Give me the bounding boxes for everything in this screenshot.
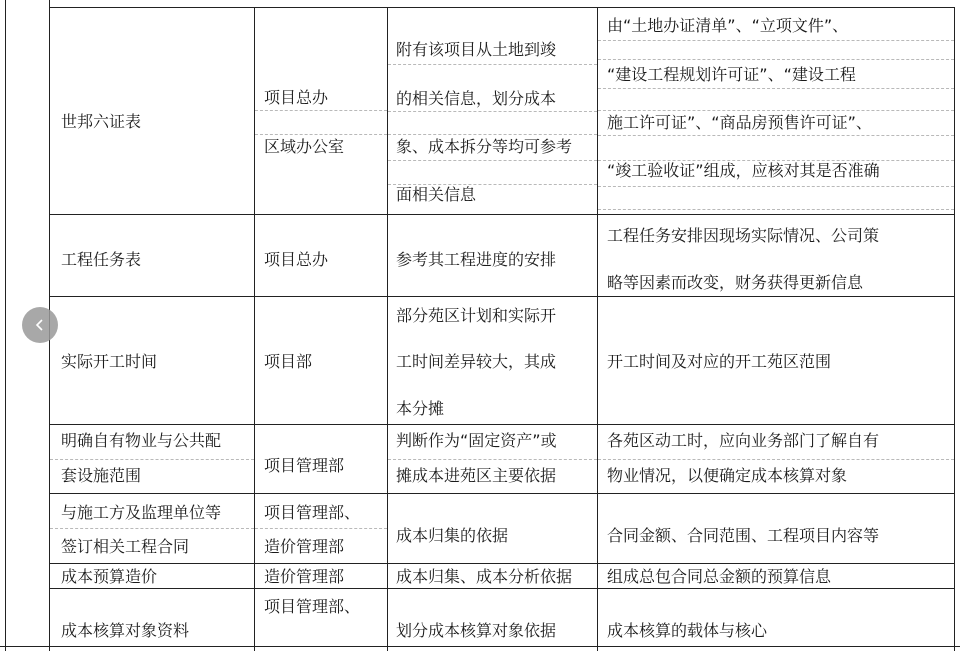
table-row-border [49, 563, 955, 564]
cell-note: 工程任务安排因现场实际情况、公司策 [607, 226, 880, 245]
cell-dept: 项目管理部 [264, 456, 345, 475]
text-guide-line [255, 110, 387, 111]
text-guide-line [50, 528, 254, 529]
table-column-divider [254, 7, 255, 651]
cell-usage: 判断作为“固定资产”或 [396, 431, 557, 450]
cell-usage: 的相关信息，划分成本 [396, 89, 557, 108]
cell-note: 组成总包合同总金额的预算信息 [607, 567, 832, 586]
cell-usage: 摊成本进苑区主要依据 [396, 466, 557, 485]
cell-usage: 象、成本拆分等均可参考 [396, 137, 573, 156]
text-guide-line [598, 209, 954, 210]
cell-dept: 项目管理部、 [264, 597, 361, 616]
table-row-border [49, 424, 955, 425]
cell-item: 成本核算对象资料 [61, 621, 190, 640]
text-guide-line [50, 459, 254, 460]
cell-usage: 成本归集的依据 [396, 526, 509, 545]
text-guide-line [388, 134, 597, 135]
cell-usage: 面相关信息 [396, 185, 477, 204]
table-left-border [5, 0, 6, 651]
cell-note: 成本核算的载体与核心 [607, 621, 768, 640]
table-column-divider [597, 7, 598, 651]
cell-usage: 附有该项目从土地到竣 [396, 40, 557, 59]
text-guide-line [598, 135, 954, 136]
cell-note: “竣工验收证”组成，应核对其是否准确 [607, 161, 880, 180]
text-guide-line [598, 40, 954, 41]
cell-item: 工程任务表 [61, 250, 142, 269]
cell-usage: 本分摊 [396, 399, 445, 418]
chevron-left-icon [33, 318, 47, 332]
cell-note: 各苑区动工时，应向业务部门了解自有 [607, 431, 880, 450]
cell-note: “建设工程规划许可证”、“建设工程 [607, 65, 856, 84]
cell-usage: 成本归集、成本分析依据 [396, 567, 573, 586]
table-row-border [49, 296, 955, 297]
cell-item: 明确自有物业与公共配 [61, 431, 222, 450]
table-column-divider [387, 7, 388, 651]
cell-item: 实际开工时间 [61, 352, 158, 371]
previous-page-button[interactable] [22, 307, 58, 343]
text-guide-line [598, 186, 954, 187]
cell-item: 成本预算造价 [61, 567, 158, 586]
cell-dept: 项目管理部、 [264, 503, 361, 522]
table-row-border [49, 493, 955, 494]
table-row-border [49, 588, 955, 589]
table-right-border [954, 7, 955, 651]
cell-note: 物业情况，以便确定成本核算对象 [607, 466, 848, 485]
table-bottom-border [0, 646, 960, 647]
table-row-border [49, 214, 955, 215]
cell-dept: 区域办公室 [264, 137, 345, 156]
cell-usage: 部分苑区计划和实际开 [396, 306, 557, 325]
text-guide-line [598, 88, 954, 89]
cell-note: 略等因素而改变，财务获得更新信息 [607, 273, 864, 292]
cell-dept: 项目总办 [264, 250, 329, 269]
cell-usage: 划分成本核算对象依据 [396, 621, 557, 640]
text-guide-line [255, 528, 387, 529]
text-guide-line [255, 134, 387, 135]
cell-note: 施工许可证”、“商品房预售许可证”、 [607, 113, 872, 132]
cell-note: 由“土地办证清单”、“立项文件”、 [607, 16, 849, 35]
cell-note: 合同金额、合同范围、工程项目内容等 [607, 526, 880, 545]
cell-note: 开工时间及对应的开工苑区范围 [607, 352, 832, 371]
text-guide-line [598, 110, 954, 111]
text-guide-line [598, 459, 954, 460]
cell-usage: 工时间差异较大，其成 [396, 352, 557, 371]
table-row-border [49, 7, 955, 8]
text-guide-line [388, 160, 597, 161]
cell-item: 与施工方及监理单位等 [61, 503, 222, 522]
cell-usage: 参考其工程进度的安排 [396, 250, 557, 269]
cell-dept: 造价管理部 [264, 537, 345, 556]
text-guide-line [388, 64, 597, 65]
cell-dept: 项目部 [264, 352, 313, 371]
cell-item: 套设施范围 [61, 466, 142, 485]
cell-dept: 项目总办 [264, 88, 329, 107]
text-guide-line [388, 459, 597, 460]
cell-dept: 造价管理部 [264, 567, 345, 586]
text-guide-line [598, 59, 954, 60]
cell-item: 签订相关工程合同 [61, 537, 190, 556]
cell-item: 世邦六证表 [61, 112, 142, 131]
text-guide-line [388, 111, 597, 112]
